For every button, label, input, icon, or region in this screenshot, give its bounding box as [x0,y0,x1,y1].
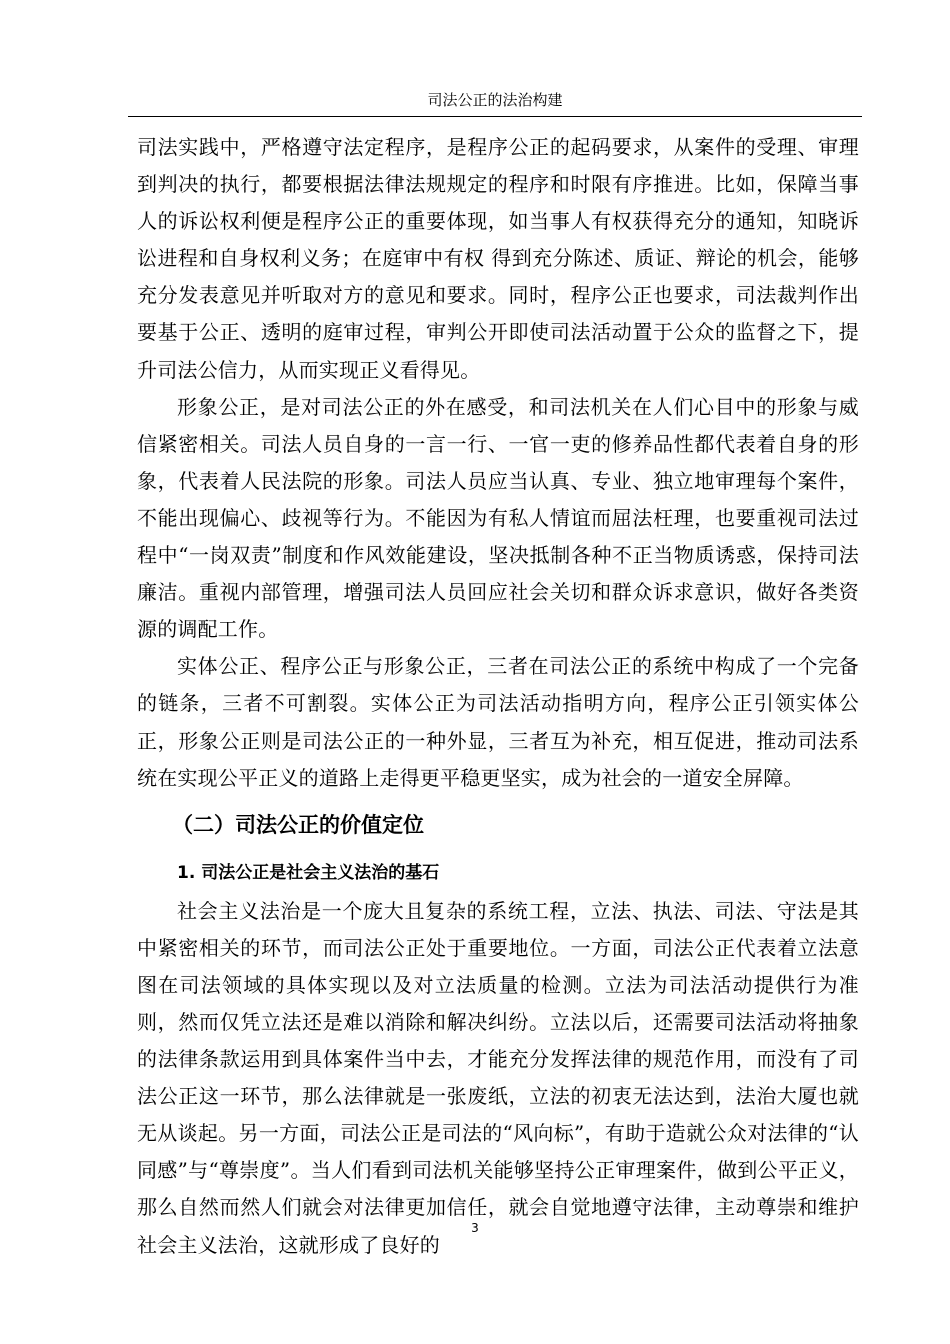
page-number: 3 [471,1221,479,1235]
paragraph-procedural-justice: 司法实践中，严格遵守法定程序，是程序公正的起码要求，从案件的受理、审理到判决的执行，都要根据法律法规规定的程序和时限有序推进。比如，保障当事人的诉讼权利便是程序公正的重要体现，如当事人有权获得充分的通知，知晓诉讼进程和自身权利义务；在庭审中有权 得到充分陈述、质证、辩论的机会，能够充分发表意见并听取对方的意见和要求。同时，程序公正也要求，司法裁判作出要基于公正、透明的庭审过程，审判公开即使司法活动置于公众的监督之下，提升司法公信力，从而实现正义看得见。 [137,135,859,382]
paragraph-image-justice: 形象公正，是对司法公正的外在感受，和司法机关在人们心目中的形象与威信紧密相关。司法人员自身的一言一行、一官一吏的修养品性都代表着自身的形象，代表着人民法院的形象。司法人员应当认真、专业、独立地审理每个案件，不能出现偏心、歧视等行为。不能因为有私人情谊而屈法枉理，也要重视司法过程中“一岗双责”制度和作风效能建设，坚决抵制各种不正当物质诱惑，保持司法廉洁。重视内部管理，增强司法人员回应社会关切和群众诉求意识，做好各类资源的调配工作。 [137,394,859,642]
paragraph-three-justices: 实体公正、程序公正与形象公正，三者在司法公正的系统中构成了一个完备的链条，三者不可割裂。实体公正为司法活动指明方向，程序公正引领实体公正，形象公正则是司法公正的一种外显，三者互为补充，相互促进，推动司法系统在实现公平正义的道路上走得更平稳更坚实，成为社会的一道安全屏障。 [137,654,859,790]
paragraph-socialist-rule-of-law: 社会主义法治是一个庞大且复杂的系统工程，立法、执法、司法、守法是其中紧密相关的环节，而司法公正处于重要地位。一方面，司法公正代表着立法意图在司法领域的具体实现以及对立法质量的检测。立法为司法活动提供行为准则，然而仅凭立法还是难以消除和解决纠纷。立法以后，还需要司法活动将抽象的法律条款运用到具体案件当中去，才能充分发挥法律的规范作用，而没有了司法公正这一环节，那么法律就是一张废纸，立法的初衷无法达到，法治大厦也就无从谈起。另一方面，司法公正是司法的“风向标”，有助于造就公众对法律的“认同感”与“尊崇度”。当人们看到司法机关能够坚持公正审理案件，做到公平正义，那么自然而然人们就会对法律更加信任，就会自觉地遵守法律，主动尊崇和维护社会主义法治，这就形成了良好的 [137,898,859,1257]
header-rule [128,116,862,117]
running-header: 司法公正的法治构建 [427,91,563,109]
sub-heading: 1. 司法公正是社会主义法治的基石 [177,862,440,883]
section-heading: （二）司法公正的价值定位 [172,812,424,837]
body-text [137,129,859,1264]
